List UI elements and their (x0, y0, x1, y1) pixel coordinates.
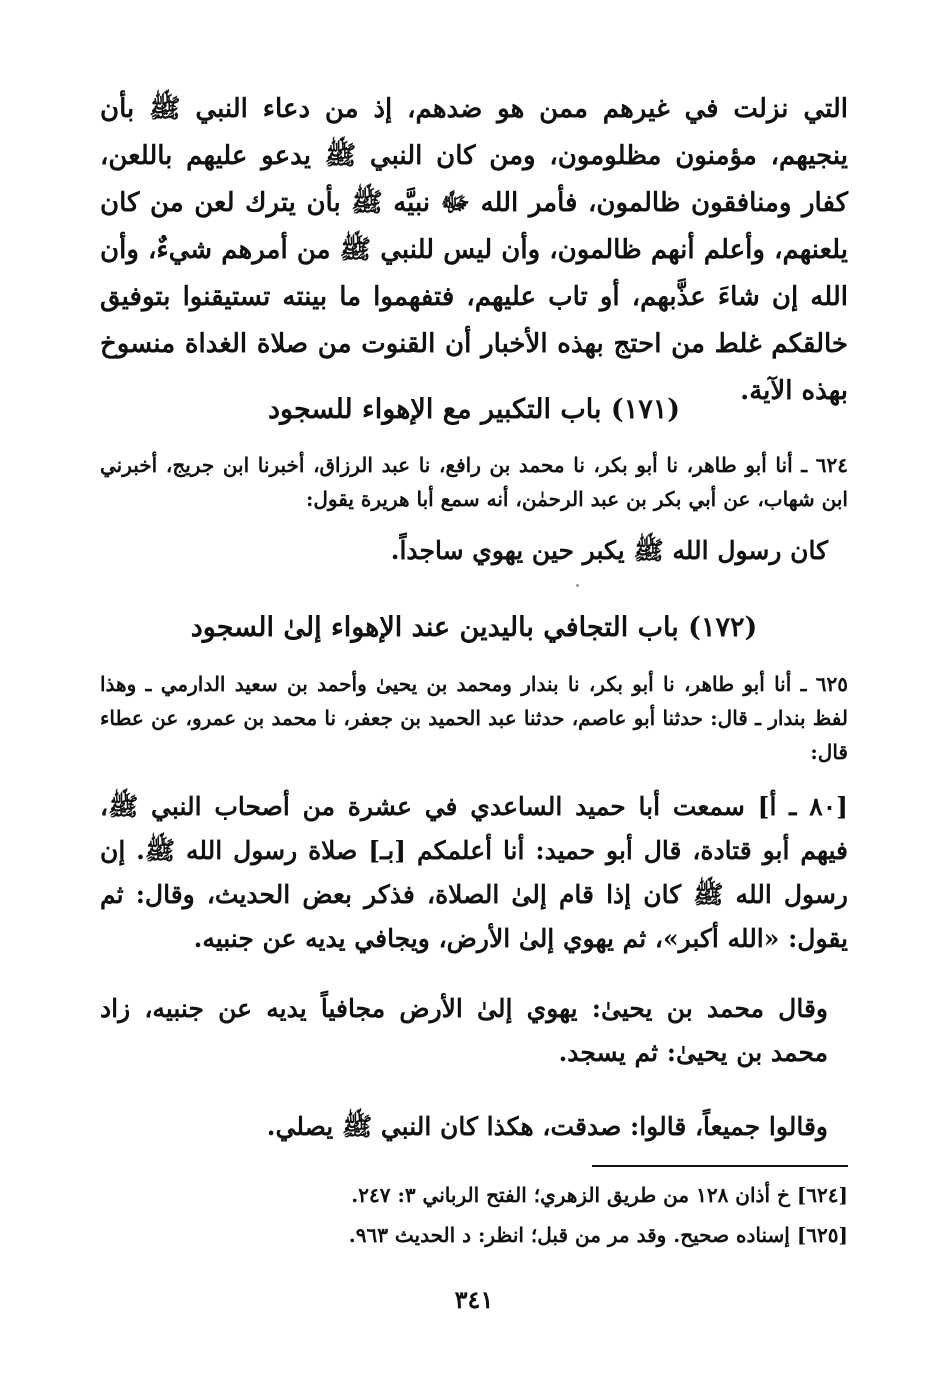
hadith-625-closing: وقالوا جميعاً، قالوا: صدقت، هكذا كان النبي ﷺ يصلي. (266, 1112, 828, 1141)
hadith-625-isnad: ٦٢٥ ـ أنا أبو طاهر، نا أبو بكر، نا بندار ومحمد بن يحيىٰ وأحمد بن سعيد الدارمي ـ وهذا لفظ بندار ـ قال: حدثنا أبو عاصم، حدثنا عبد الحميد بن جعفر، نا محمد بن عمرو، عن عطاء قال: (100, 672, 848, 764)
footnote-separator (592, 1165, 848, 1167)
hadith-625-addition: وقال محمد بن يحيىٰ: يهوي إلىٰ الأرض مجافياً يديه عن جنبيه، زاد محمد بن يحيىٰ: ثم يسجد. (100, 994, 828, 1067)
page-number: ٣٤١ (454, 1285, 494, 1314)
print-speck (576, 584, 579, 587)
hadith-624-isnad: ٦٢٤ ـ أنا أبو طاهر، نا أبو بكر، نا محمد بن رافع، نا عبد الرزاق، أخبرنا ابن جريج، أخبرني ابن شهاب، عن أبي بكر بن عبد الرحمٰن، أنه سمع أبا هريرة يقول: (100, 453, 848, 511)
intro-paragraph: التي نزلت في غيرهم ممن هو ضدهم، إذ من دعاء النبي ﷺ بأن ينجيهم، مؤمنون مظلومون، ومن كان النبي ﷺ يدعو عليهم باللعن، كفار ومنافقون ظالمون، فأمر الله ﷻ نبيَّه ﷺ بأن يترك لعن من كان يلعنهم، وأعلم أنهم ظالمون، وأن ليس للنبي ﷺ من أمرهم شيءٌ، وأن الله إن شاءَ عذَّبهم، أو تاب عليهم، فتفهموا ما بينته تستيقنوا بتوفيق خالقكم غلط من احتج بهذه الأخبار أن القنوت من صلاة الغداة منسوخ بهذه الآية. (100, 94, 848, 406)
hadith-624-text: كان رسول الله ﷺ يكبر حين يهوي ساجداً. (390, 536, 828, 565)
footnote-625: [٦٢٥] إسناده صحيح. وقد مر من قبل؛ انظر: د الحديث ٩٦٣. (348, 1223, 848, 1247)
chapter-heading-172: (١٧٢) باب التجافي باليدين عند الإهواء إلىٰ السجود (190, 612, 758, 643)
hadith-625-text: [٨٠ ـ أ] سمعت أبا حميد الساعدي في عشرة من أصحاب النبي ﷺ، فيهم أبو قتادة، قال أبو حميد: أنا أعلمكم [بـ] صلاة رسول الله ﷺ. إن رسول الله ﷺ كان إذا قام إلىٰ الصلاة، فذكر بعض الحديث، وقال: ثم يقول: «الله أكبر»، ثم يهوي إلىٰ الأرض، ويجافي يديه عن جنبيه. (100, 792, 848, 953)
chapter-heading-171: (١٧١) باب التكبير مع الإهواء للسجود (268, 394, 680, 425)
footnote-624: [٦٢٤] خ أذان ١٢٨ من طريق الزهري؛ الفتح الرباني ٣: ٢٤٧. (351, 1183, 848, 1207)
